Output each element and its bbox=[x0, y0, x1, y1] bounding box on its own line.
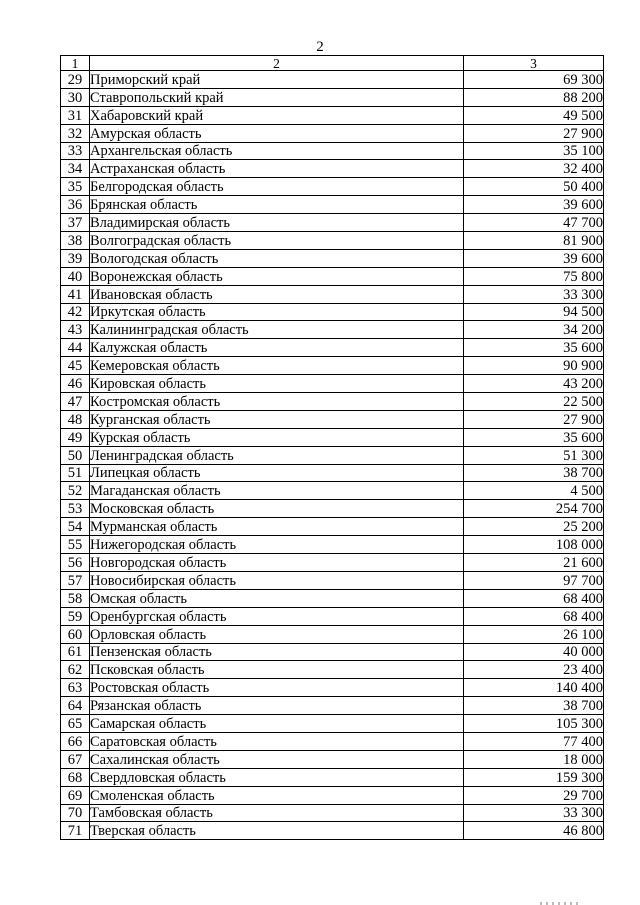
region-name: Ленинградская область bbox=[90, 446, 464, 464]
table-row bbox=[61, 697, 604, 715]
row-number: 38 bbox=[61, 232, 90, 250]
region-name: Омская область bbox=[90, 589, 464, 607]
table-row bbox=[61, 500, 604, 518]
region-name: Хабаровский край bbox=[90, 106, 464, 124]
region-value: 25 200 bbox=[464, 518, 604, 536]
table-row bbox=[61, 822, 604, 840]
region-name: Кировская область bbox=[90, 375, 464, 393]
region-name: Свердловская область bbox=[90, 768, 464, 786]
row-number: 68 bbox=[61, 768, 90, 786]
table-row bbox=[61, 321, 604, 339]
region-value: 18 000 bbox=[464, 750, 604, 768]
region-value: 38 700 bbox=[464, 697, 604, 715]
region-name: Вологодская область bbox=[90, 249, 464, 267]
row-number: 37 bbox=[61, 214, 90, 232]
table-row bbox=[61, 71, 604, 89]
row-number: 39 bbox=[61, 249, 90, 267]
table-row bbox=[61, 750, 604, 768]
region-name: Пензенская область bbox=[90, 643, 464, 661]
region-name: Мурманская область bbox=[90, 518, 464, 536]
region-value: 40 000 bbox=[464, 643, 604, 661]
region-name: Рязанская область bbox=[90, 697, 464, 715]
row-number: 59 bbox=[61, 607, 90, 625]
region-value: 97 700 bbox=[464, 571, 604, 589]
row-number: 63 bbox=[61, 679, 90, 697]
region-value: 33 300 bbox=[464, 285, 604, 303]
region-value: 105 300 bbox=[464, 715, 604, 733]
region-name: Брянская область bbox=[90, 196, 464, 214]
row-number: 65 bbox=[61, 715, 90, 733]
region-name: Владимирская область bbox=[90, 214, 464, 232]
region-name: Смоленская область bbox=[90, 786, 464, 804]
regions-table bbox=[60, 55, 604, 840]
row-number: 34 bbox=[61, 160, 90, 178]
region-name: Оренбургская область bbox=[90, 607, 464, 625]
region-value: 88 200 bbox=[464, 88, 604, 106]
table-row bbox=[61, 518, 604, 536]
region-name: Воронежская область bbox=[90, 267, 464, 285]
region-name: Псковская область bbox=[90, 661, 464, 679]
region-value: 47 700 bbox=[464, 214, 604, 232]
table-row bbox=[61, 607, 604, 625]
table-row bbox=[61, 142, 604, 160]
region-name: Новгородская область bbox=[90, 554, 464, 572]
region-name: Самарская область bbox=[90, 715, 464, 733]
header-col-region: 2 bbox=[90, 56, 464, 71]
header-col-value: 3 bbox=[464, 56, 604, 71]
region-name: Астраханская область bbox=[90, 160, 464, 178]
region-value: 32 400 bbox=[464, 160, 604, 178]
region-name: Приморский край bbox=[90, 71, 464, 89]
row-number: 47 bbox=[61, 393, 90, 411]
row-number: 51 bbox=[61, 464, 90, 482]
table-row bbox=[61, 303, 604, 321]
region-value: 49 500 bbox=[464, 106, 604, 124]
row-number: 30 bbox=[61, 88, 90, 106]
region-name: Сахалинская область bbox=[90, 750, 464, 768]
row-number: 53 bbox=[61, 500, 90, 518]
table-row bbox=[61, 428, 604, 446]
region-value: 108 000 bbox=[464, 536, 604, 554]
table-row bbox=[61, 554, 604, 572]
table-row bbox=[61, 214, 604, 232]
region-value: 43 200 bbox=[464, 375, 604, 393]
row-number: 58 bbox=[61, 589, 90, 607]
row-number: 52 bbox=[61, 482, 90, 500]
row-number: 71 bbox=[61, 822, 90, 840]
region-name: Амурская область bbox=[90, 124, 464, 142]
row-number: 69 bbox=[61, 786, 90, 804]
page-number: 2 bbox=[316, 39, 324, 55]
region-value: 21 600 bbox=[464, 554, 604, 572]
region-value: 38 700 bbox=[464, 464, 604, 482]
region-name: Тамбовская область bbox=[90, 804, 464, 822]
table-row bbox=[61, 446, 604, 464]
region-value: 4 500 bbox=[464, 482, 604, 500]
table-row bbox=[61, 804, 604, 822]
table-row bbox=[61, 643, 604, 661]
row-number: 70 bbox=[61, 804, 90, 822]
table-row bbox=[61, 410, 604, 428]
region-value: 39 600 bbox=[464, 249, 604, 267]
region-name: Калининградская область bbox=[90, 321, 464, 339]
region-name: Волгоградская область bbox=[90, 232, 464, 250]
table-row bbox=[61, 196, 604, 214]
row-number: 36 bbox=[61, 196, 90, 214]
row-number: 43 bbox=[61, 321, 90, 339]
region-value: 81 900 bbox=[464, 232, 604, 250]
row-number: 50 bbox=[61, 446, 90, 464]
region-name: Ростовская область bbox=[90, 679, 464, 697]
region-value: 35 600 bbox=[464, 339, 604, 357]
region-name: Архангельская область bbox=[90, 142, 464, 160]
row-number: 61 bbox=[61, 643, 90, 661]
row-number: 31 bbox=[61, 106, 90, 124]
table-row bbox=[61, 732, 604, 750]
row-number: 54 bbox=[61, 518, 90, 536]
table-row bbox=[61, 661, 604, 679]
table-row bbox=[61, 679, 604, 697]
table-row bbox=[61, 393, 604, 411]
region-name: Московская область bbox=[90, 500, 464, 518]
region-value: 254 700 bbox=[464, 500, 604, 518]
region-value: 75 800 bbox=[464, 267, 604, 285]
table-row bbox=[61, 482, 604, 500]
table-row bbox=[61, 715, 604, 733]
region-value: 68 400 bbox=[464, 607, 604, 625]
region-name: Саратовская область bbox=[90, 732, 464, 750]
region-value: 50 400 bbox=[464, 178, 604, 196]
row-number: 46 bbox=[61, 375, 90, 393]
region-name: Липецкая область bbox=[90, 464, 464, 482]
row-number: 66 bbox=[61, 732, 90, 750]
table-row bbox=[61, 339, 604, 357]
region-name: Орловская область bbox=[90, 625, 464, 643]
region-value: 26 100 bbox=[464, 625, 604, 643]
table-row bbox=[61, 786, 604, 804]
table-row bbox=[61, 249, 604, 267]
region-value: 35 600 bbox=[464, 428, 604, 446]
row-number: 29 bbox=[61, 71, 90, 89]
header-col-number: 1 bbox=[61, 56, 90, 71]
table-row bbox=[61, 357, 604, 375]
row-number: 49 bbox=[61, 428, 90, 446]
region-value: 51 300 bbox=[464, 446, 604, 464]
table-row bbox=[61, 124, 604, 142]
table-row bbox=[61, 267, 604, 285]
region-name: Костромская область bbox=[90, 393, 464, 411]
region-value: 29 700 bbox=[464, 786, 604, 804]
row-number: 55 bbox=[61, 536, 90, 554]
region-name: Нижегородская область bbox=[90, 536, 464, 554]
row-number: 44 bbox=[61, 339, 90, 357]
table-row bbox=[61, 571, 604, 589]
table-row bbox=[61, 232, 604, 250]
region-value: 22 500 bbox=[464, 393, 604, 411]
table-row bbox=[61, 285, 604, 303]
region-name: Магаданская область bbox=[90, 482, 464, 500]
region-value: 69 300 bbox=[464, 71, 604, 89]
region-name: Курганская область bbox=[90, 410, 464, 428]
region-value: 140 400 bbox=[464, 679, 604, 697]
row-number: 57 bbox=[61, 571, 90, 589]
header-row bbox=[61, 56, 604, 71]
table-row bbox=[61, 88, 604, 106]
region-value: 77 400 bbox=[464, 732, 604, 750]
region-value: 23 400 bbox=[464, 661, 604, 679]
region-name: Кемеровская область bbox=[90, 357, 464, 375]
table-row bbox=[61, 178, 604, 196]
region-value: 68 400 bbox=[464, 589, 604, 607]
region-value: 33 300 bbox=[464, 804, 604, 822]
region-value: 46 800 bbox=[464, 822, 604, 840]
row-number: 32 bbox=[61, 124, 90, 142]
row-number: 45 bbox=[61, 357, 90, 375]
table-row bbox=[61, 589, 604, 607]
row-number: 64 bbox=[61, 697, 90, 715]
row-number: 48 bbox=[61, 410, 90, 428]
table-body bbox=[61, 71, 604, 840]
region-value: 35 100 bbox=[464, 142, 604, 160]
table-row bbox=[61, 106, 604, 124]
row-number: 33 bbox=[61, 142, 90, 160]
region-value: 159 300 bbox=[464, 768, 604, 786]
table-row bbox=[61, 464, 604, 482]
region-value: 27 900 bbox=[464, 124, 604, 142]
table-row bbox=[61, 536, 604, 554]
region-name: Новосибирская область bbox=[90, 571, 464, 589]
row-number: 56 bbox=[61, 554, 90, 572]
region-value: 34 200 bbox=[464, 321, 604, 339]
region-name: Ивановская область bbox=[90, 285, 464, 303]
row-number: 35 bbox=[61, 178, 90, 196]
table-row bbox=[61, 625, 604, 643]
region-value: 94 500 bbox=[464, 303, 604, 321]
row-number: 62 bbox=[61, 661, 90, 679]
region-name: Тверская область bbox=[90, 822, 464, 840]
region-name: Калужская область bbox=[90, 339, 464, 357]
row-number: 41 bbox=[61, 285, 90, 303]
region-name: Курская область bbox=[90, 428, 464, 446]
row-number: 40 bbox=[61, 267, 90, 285]
region-name: Ставропольский край bbox=[90, 88, 464, 106]
table-row bbox=[61, 160, 604, 178]
table-row bbox=[61, 375, 604, 393]
region-name: Иркутская область bbox=[90, 303, 464, 321]
region-value: 27 900 bbox=[464, 410, 604, 428]
row-number: 67 bbox=[61, 750, 90, 768]
region-value: 90 900 bbox=[464, 357, 604, 375]
region-value: 39 600 bbox=[464, 196, 604, 214]
row-number: 42 bbox=[61, 303, 90, 321]
table-row bbox=[61, 768, 604, 786]
row-number: 60 bbox=[61, 625, 90, 643]
region-name: Белгородская область bbox=[90, 178, 464, 196]
